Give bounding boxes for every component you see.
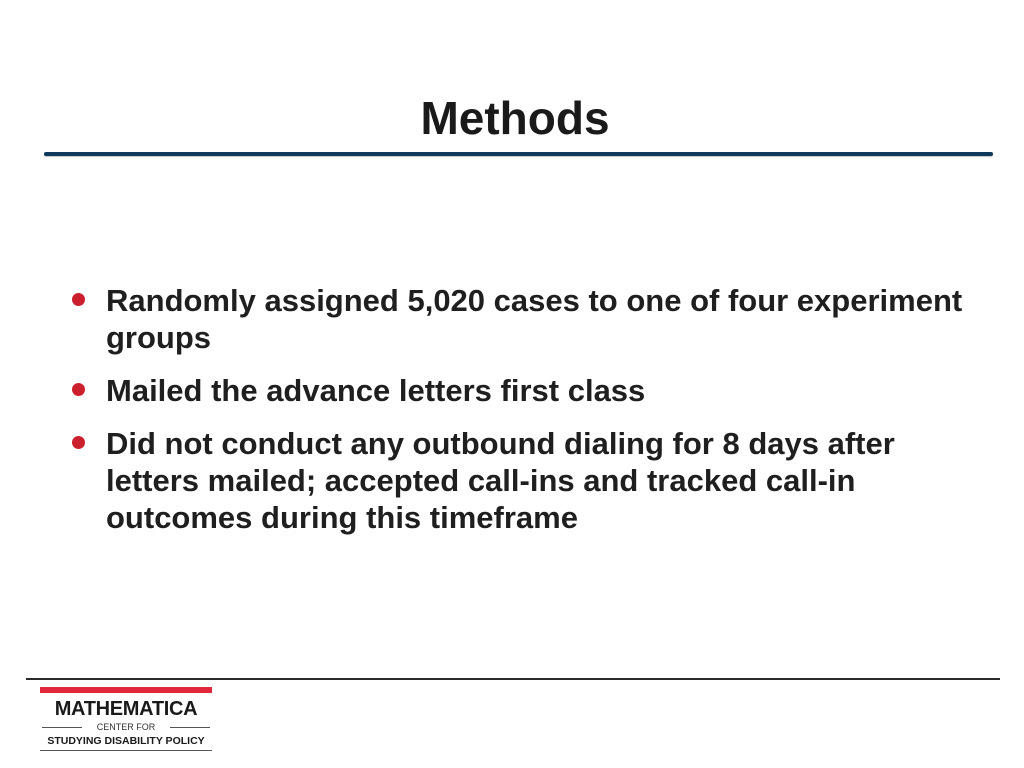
logo-center-for: CENTER FOR [40, 721, 212, 733]
bullet-list [70, 282, 970, 552]
logo-name: MATHEMATICA [54, 698, 198, 720]
title-divider [44, 152, 993, 156]
bullet-item [70, 372, 970, 409]
bullet-item [70, 425, 970, 536]
bullet-dot-icon [72, 436, 85, 449]
slide-title: Methods [420, 92, 610, 144]
bullet-dot-icon [72, 293, 85, 306]
bullet-item [70, 282, 970, 356]
logo-subtitle: STUDYING DISABILITY POLICY [47, 735, 205, 747]
mathematica-logo [40, 687, 212, 753]
bullet-text: Did not conduct any outbound dialing for 8 days after letters mailed; accepted call-ins and tracked call-in outcomes during this timeframe [106, 426, 895, 535]
bullet-dot-icon [72, 383, 85, 396]
logo-accent-bar [40, 687, 212, 693]
bullet-text: Mailed the advance letters first class [106, 373, 646, 408]
footer-divider [26, 678, 1000, 680]
logo-divider [40, 750, 212, 751]
bullet-text: Randomly assigned 5,020 cases to one of four experiment groups [106, 283, 963, 355]
